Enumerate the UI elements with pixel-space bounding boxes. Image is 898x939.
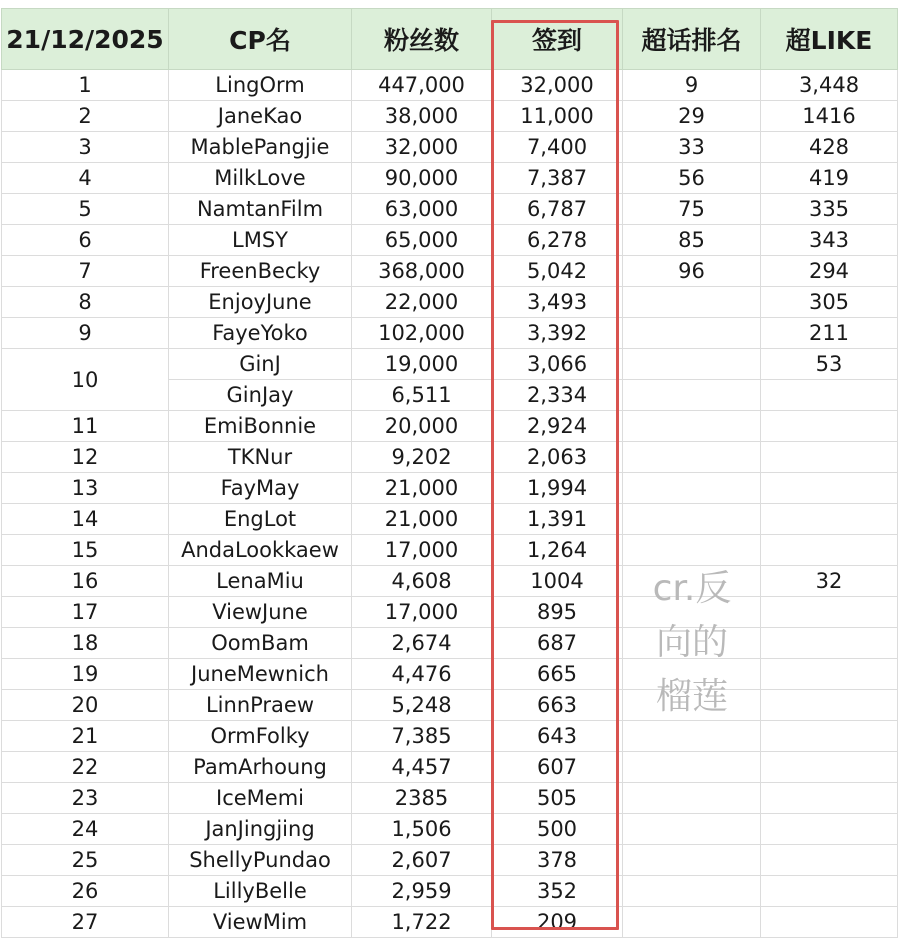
- rank-cell: 8: [2, 287, 169, 318]
- supertopic-rank-cell: [623, 845, 761, 876]
- table-row: [2, 70, 898, 101]
- table-row: [2, 628, 898, 659]
- supertopic-rank-cell: [623, 535, 761, 566]
- rank-cell: 4: [2, 163, 169, 194]
- rank-cell: 3: [2, 132, 169, 163]
- rank-cell: 12: [2, 442, 169, 473]
- fans-cell: 38,000: [352, 101, 492, 132]
- fans-cell: 4,608: [352, 566, 492, 597]
- checkin-cell: 687: [492, 628, 623, 659]
- cp-name-cell: ViewMim: [169, 907, 352, 938]
- cp-name-cell: EnjoyJune: [169, 287, 352, 318]
- checkin-cell: 665: [492, 659, 623, 690]
- supertopic-rank-cell: [623, 473, 761, 504]
- rank-cell: 17: [2, 597, 169, 628]
- super-like-cell: [761, 442, 898, 473]
- fans-cell: 2385: [352, 783, 492, 814]
- super-like-cell: 32: [761, 566, 898, 597]
- checkin-cell: 5,042: [492, 256, 623, 287]
- table-row: [2, 752, 898, 783]
- supertopic-rank-cell: [623, 876, 761, 907]
- checkin-cell: 2,924: [492, 411, 623, 442]
- super-like-cell: 343: [761, 225, 898, 256]
- table-row: [2, 194, 898, 225]
- supertopic-rank-cell: [623, 504, 761, 535]
- watermark-line-1: cr.反: [652, 568, 732, 609]
- checkin-cell: 7,400: [492, 132, 623, 163]
- rank-cell: 14: [2, 504, 169, 535]
- super-like-cell: [761, 504, 898, 535]
- cp-name-cell: NamtanFilm: [169, 194, 352, 225]
- checkin-cell: 209: [492, 907, 623, 938]
- checkin-cell: 7,387: [492, 163, 623, 194]
- rank-cell: 6: [2, 225, 169, 256]
- checkin-cell: 32,000: [492, 70, 623, 101]
- super-like-cell: [761, 876, 898, 907]
- checkin-cell: 3,493: [492, 287, 623, 318]
- supertopic-rank-cell: [623, 690, 761, 721]
- cp-name-cell: FreenBecky: [169, 256, 352, 287]
- cp-name-cell: LillyBelle: [169, 876, 352, 907]
- fans-cell: 2,607: [352, 845, 492, 876]
- super-like-cell: [761, 411, 898, 442]
- checkin-cell: 2,063: [492, 442, 623, 473]
- table-row: [2, 101, 898, 132]
- supertopic-rank-cell: 9: [623, 70, 761, 101]
- table-row: [2, 690, 898, 721]
- rank-cell: 23: [2, 783, 169, 814]
- checkin-cell: 352: [492, 876, 623, 907]
- rank-cell: 9: [2, 318, 169, 349]
- table-row: [2, 659, 898, 690]
- supertopic-rank-cell: [623, 349, 761, 380]
- fans-cell: 9,202: [352, 442, 492, 473]
- rank-cell: 11: [2, 411, 169, 442]
- cp-name-cell: PamArhoung: [169, 752, 352, 783]
- rank-cell: 25: [2, 845, 169, 876]
- supertopic-rank-cell: 85: [623, 225, 761, 256]
- fans-cell: 1,722: [352, 907, 492, 938]
- cp-name-cell: JuneMewnich: [169, 659, 352, 690]
- checkin-cell: 505: [492, 783, 623, 814]
- fans-cell: 5,248: [352, 690, 492, 721]
- super-like-cell: 53: [761, 349, 898, 380]
- cp-name-cell: AndaLookkaew: [169, 535, 352, 566]
- supertopic-rank-cell: 29: [623, 101, 761, 132]
- supertopic-rank-cell: [623, 318, 761, 349]
- cp-name-cell: IceMemi: [169, 783, 352, 814]
- watermark-line-3: 榴莲: [655, 676, 728, 717]
- fans-cell: 19,000: [352, 349, 492, 380]
- supertopic-rank-cell: [623, 411, 761, 442]
- supertopic-rank-cell: [623, 597, 761, 628]
- checkin-cell: 11,000: [492, 101, 623, 132]
- checkin-cell: 1,264: [492, 535, 623, 566]
- rank-cell: 13: [2, 473, 169, 504]
- cp-name-cell: LenaMiu: [169, 566, 352, 597]
- cp-name-cell: JanJingjing: [169, 814, 352, 845]
- rank-cell: 18: [2, 628, 169, 659]
- ranking-table: [1, 8, 898, 938]
- rank-cell: 5: [2, 194, 169, 225]
- super-like-cell: 419: [761, 163, 898, 194]
- fans-cell: 6,511: [352, 380, 492, 411]
- watermark-line-2: 向的: [655, 622, 728, 663]
- fans-cell: 22,000: [352, 287, 492, 318]
- checkin-cell: 3,066: [492, 349, 623, 380]
- rank-cell: 19: [2, 659, 169, 690]
- rank-cell: 7: [2, 256, 169, 287]
- super-like-cell: [761, 783, 898, 814]
- checkin-cell: 500: [492, 814, 623, 845]
- super-like-cell: 294: [761, 256, 898, 287]
- super-like-cell: 1416: [761, 101, 898, 132]
- super-like-cell: [761, 845, 898, 876]
- table-row: [2, 225, 898, 256]
- fans-cell: 447,000: [352, 70, 492, 101]
- supertopic-rank-cell: [623, 566, 761, 597]
- header-cp-name: CP名: [169, 9, 352, 70]
- rank-cell: 21: [2, 721, 169, 752]
- supertopic-rank-cell: [623, 907, 761, 938]
- fans-cell: 368,000: [352, 256, 492, 287]
- fans-cell: 4,476: [352, 659, 492, 690]
- fans-cell: 21,000: [352, 473, 492, 504]
- fans-cell: 21,000: [352, 504, 492, 535]
- rank-cell: 15: [2, 535, 169, 566]
- super-like-cell: [761, 597, 898, 628]
- table-row: [2, 907, 898, 938]
- cp-name-cell: LingOrm: [169, 70, 352, 101]
- supertopic-rank-cell: [623, 287, 761, 318]
- header-super-like: 超LIKE: [761, 9, 898, 70]
- cp-name-cell: EngLot: [169, 504, 352, 535]
- fans-cell: 90,000: [352, 163, 492, 194]
- cp-name-cell: EmiBonnie: [169, 411, 352, 442]
- super-like-cell: [761, 473, 898, 504]
- supertopic-rank-cell: [623, 721, 761, 752]
- fans-cell: 63,000: [352, 194, 492, 225]
- supertopic-rank-cell: 75: [623, 194, 761, 225]
- super-like-cell: [761, 535, 898, 566]
- cp-name-cell: TKNur: [169, 442, 352, 473]
- table-row: [2, 318, 898, 349]
- cp-name-cell: MilkLove: [169, 163, 352, 194]
- table-row: [2, 845, 898, 876]
- rank-cell: 24: [2, 814, 169, 845]
- cp-name-cell: LinnPraew: [169, 690, 352, 721]
- supertopic-rank-cell: [623, 752, 761, 783]
- fans-cell: 4,457: [352, 752, 492, 783]
- table-row: [2, 287, 898, 318]
- super-like-cell: [761, 659, 898, 690]
- fans-cell: 7,385: [352, 721, 492, 752]
- table-row: [2, 256, 898, 287]
- table-row: [2, 504, 898, 535]
- cp-name-cell: ViewJune: [169, 597, 352, 628]
- supertopic-rank-cell: 33: [623, 132, 761, 163]
- checkin-cell: 607: [492, 752, 623, 783]
- rank-cell-merged: 10: [2, 349, 169, 411]
- table-row: [2, 411, 898, 442]
- cp-name-cell: FayeYoko: [169, 318, 352, 349]
- table-row: [2, 442, 898, 473]
- checkin-cell: 1,391: [492, 504, 623, 535]
- checkin-cell: 2,334: [492, 380, 623, 411]
- fans-cell: 17,000: [352, 597, 492, 628]
- rank-cell: 2: [2, 101, 169, 132]
- super-like-cell: 211: [761, 318, 898, 349]
- supertopic-rank-cell: [623, 659, 761, 690]
- cp-name-cell: OrmFolky: [169, 721, 352, 752]
- super-like-cell: [761, 752, 898, 783]
- table-row: [2, 721, 898, 752]
- checkin-cell: 1004: [492, 566, 623, 597]
- super-like-cell: 335: [761, 194, 898, 225]
- fans-cell: 32,000: [352, 132, 492, 163]
- supertopic-rank-cell: 56: [623, 163, 761, 194]
- super-like-cell: [761, 380, 898, 411]
- cp-name-cell: OomBam: [169, 628, 352, 659]
- fans-cell: 20,000: [352, 411, 492, 442]
- fans-cell: 102,000: [352, 318, 492, 349]
- cp-name-cell: JaneKao: [169, 101, 352, 132]
- table-row: [2, 535, 898, 566]
- cp-name-cell: GinJ: [169, 349, 352, 380]
- checkin-cell: 378: [492, 845, 623, 876]
- table-row: [2, 814, 898, 845]
- checkin-cell: 6,278: [492, 225, 623, 256]
- checkin-cell: 895: [492, 597, 623, 628]
- rank-cell: 1: [2, 70, 169, 101]
- table-row: [2, 349, 898, 380]
- rank-cell: 22: [2, 752, 169, 783]
- table-row: [2, 597, 898, 628]
- cp-name-cell: MablePangjie: [169, 132, 352, 163]
- super-like-cell: [761, 690, 898, 721]
- supertopic-rank-cell: [623, 783, 761, 814]
- cp-name-cell: LMSY: [169, 225, 352, 256]
- rank-cell: 26: [2, 876, 169, 907]
- cp-name-cell: ShellyPundao: [169, 845, 352, 876]
- super-like-cell: [761, 628, 898, 659]
- fans-cell: 2,959: [352, 876, 492, 907]
- header-supertopic-rank: 超话排名: [623, 9, 761, 70]
- fans-cell: 65,000: [352, 225, 492, 256]
- checkin-cell: 6,787: [492, 194, 623, 225]
- checkin-cell: 663: [492, 690, 623, 721]
- super-like-cell: 305: [761, 287, 898, 318]
- header-date: 21/12/2025: [2, 9, 169, 70]
- super-like-cell: [761, 907, 898, 938]
- header-fans: 粉丝数: [352, 9, 492, 70]
- checkin-cell: 3,392: [492, 318, 623, 349]
- table-row: [2, 876, 898, 907]
- header-checkin: 签到: [492, 9, 623, 70]
- super-like-cell: [761, 814, 898, 845]
- rank-cell: 16: [2, 566, 169, 597]
- cp-name-cell: FayMay: [169, 473, 352, 504]
- super-like-cell: 3,448: [761, 70, 898, 101]
- supertopic-rank-cell: [623, 814, 761, 845]
- header-row: [2, 9, 898, 70]
- checkin-cell: 643: [492, 721, 623, 752]
- cp-name-cell: GinJay: [169, 380, 352, 411]
- supertopic-rank-cell: [623, 442, 761, 473]
- table-row: [2, 163, 898, 194]
- table-row: [2, 473, 898, 504]
- rank-cell: 20: [2, 690, 169, 721]
- rank-cell: 27: [2, 907, 169, 938]
- table-row: [2, 566, 898, 597]
- fans-cell: 17,000: [352, 535, 492, 566]
- fans-cell: 2,674: [352, 628, 492, 659]
- fans-cell: 1,506: [352, 814, 492, 845]
- checkin-cell: 1,994: [492, 473, 623, 504]
- supertopic-rank-cell: [623, 628, 761, 659]
- supertopic-rank-cell: 96: [623, 256, 761, 287]
- table-row: [2, 132, 898, 163]
- super-like-cell: [761, 721, 898, 752]
- supertopic-rank-cell: [623, 380, 761, 411]
- table-row: [2, 783, 898, 814]
- super-like-cell: 428: [761, 132, 898, 163]
